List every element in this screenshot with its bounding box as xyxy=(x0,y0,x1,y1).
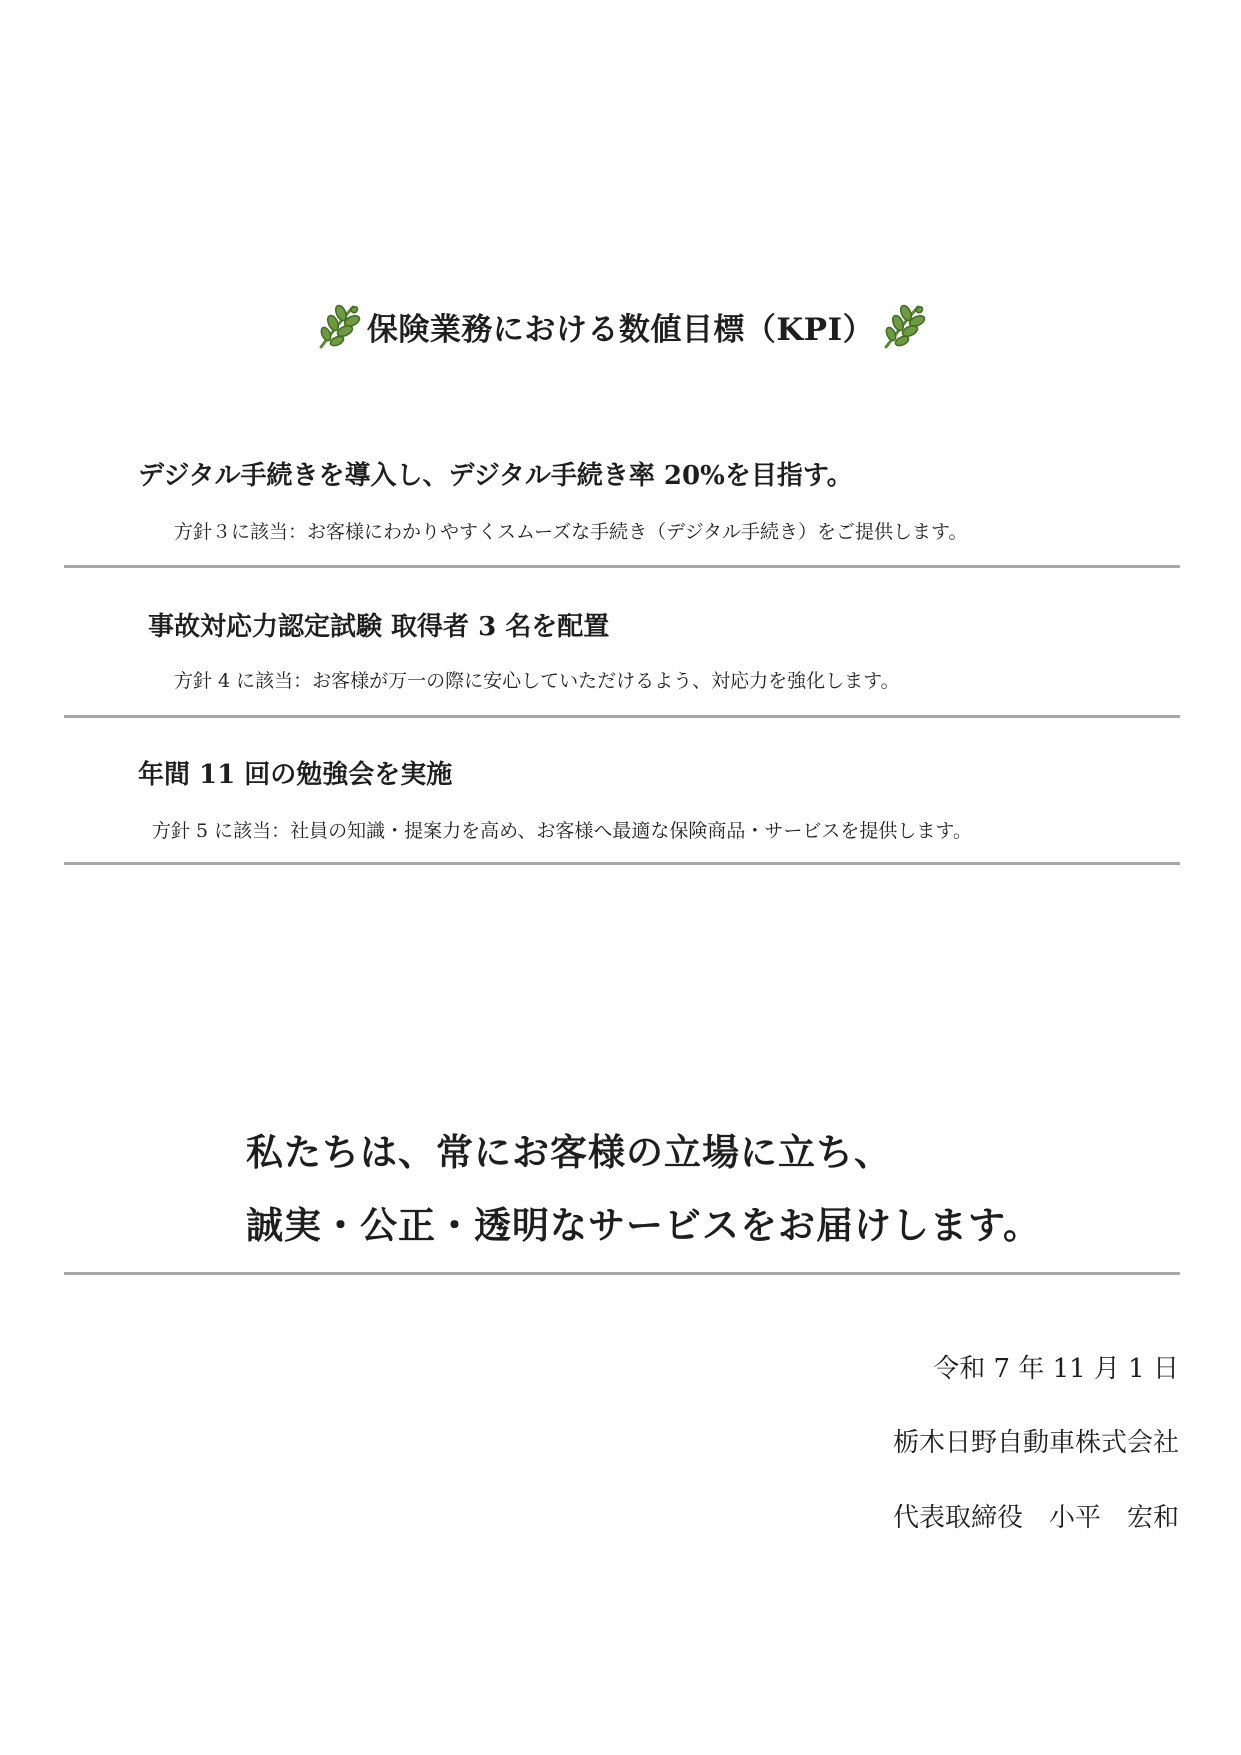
divider xyxy=(64,565,1180,568)
kpi-description: 方針 5 に該当：社員の知識・提案力を高め、お客様へ最適な保険商品・サービスを提供します。 xyxy=(152,820,972,842)
page-title: 保険業務における数値目標（KPI） xyxy=(366,311,875,348)
divider xyxy=(64,1272,1180,1275)
kpi-heading: デジタル手続きを導入し、デジタル手続き率 20%を目指す。 xyxy=(138,461,853,491)
leaf-icon xyxy=(880,301,926,351)
divider xyxy=(64,862,1180,865)
company-name: 栃木日野自動車株式会社 xyxy=(892,1428,1179,1458)
motto-line: 誠実・公正・透明なサービスをお届けします。 xyxy=(246,1203,1042,1247)
motto-line: 私たちは、常にお客様の立場に立ち、 xyxy=(246,1130,892,1174)
title-row xyxy=(0,300,1241,352)
kpi-description: 方針３に該当：お客様にわかりやすくスムーズな手続き（デジタル手続き）をご提供します。 xyxy=(174,521,968,543)
issue-date: 令和 7 年 11 月 1 日 xyxy=(933,1354,1179,1384)
kpi-heading: 年間 11 回の勉強会を実施 xyxy=(138,760,453,790)
divider xyxy=(64,715,1180,718)
leaf-icon xyxy=(315,301,361,351)
kpi-heading: 事故対応力認定試験 取得者 3 名を配置 xyxy=(148,612,610,642)
kpi-description: 方針 4 に該当：お客様が万一の際に安心していただけるよう、対応力を強化します。 xyxy=(174,670,900,692)
representative-name: 代表取締役 小平 宏和 xyxy=(892,1503,1179,1533)
